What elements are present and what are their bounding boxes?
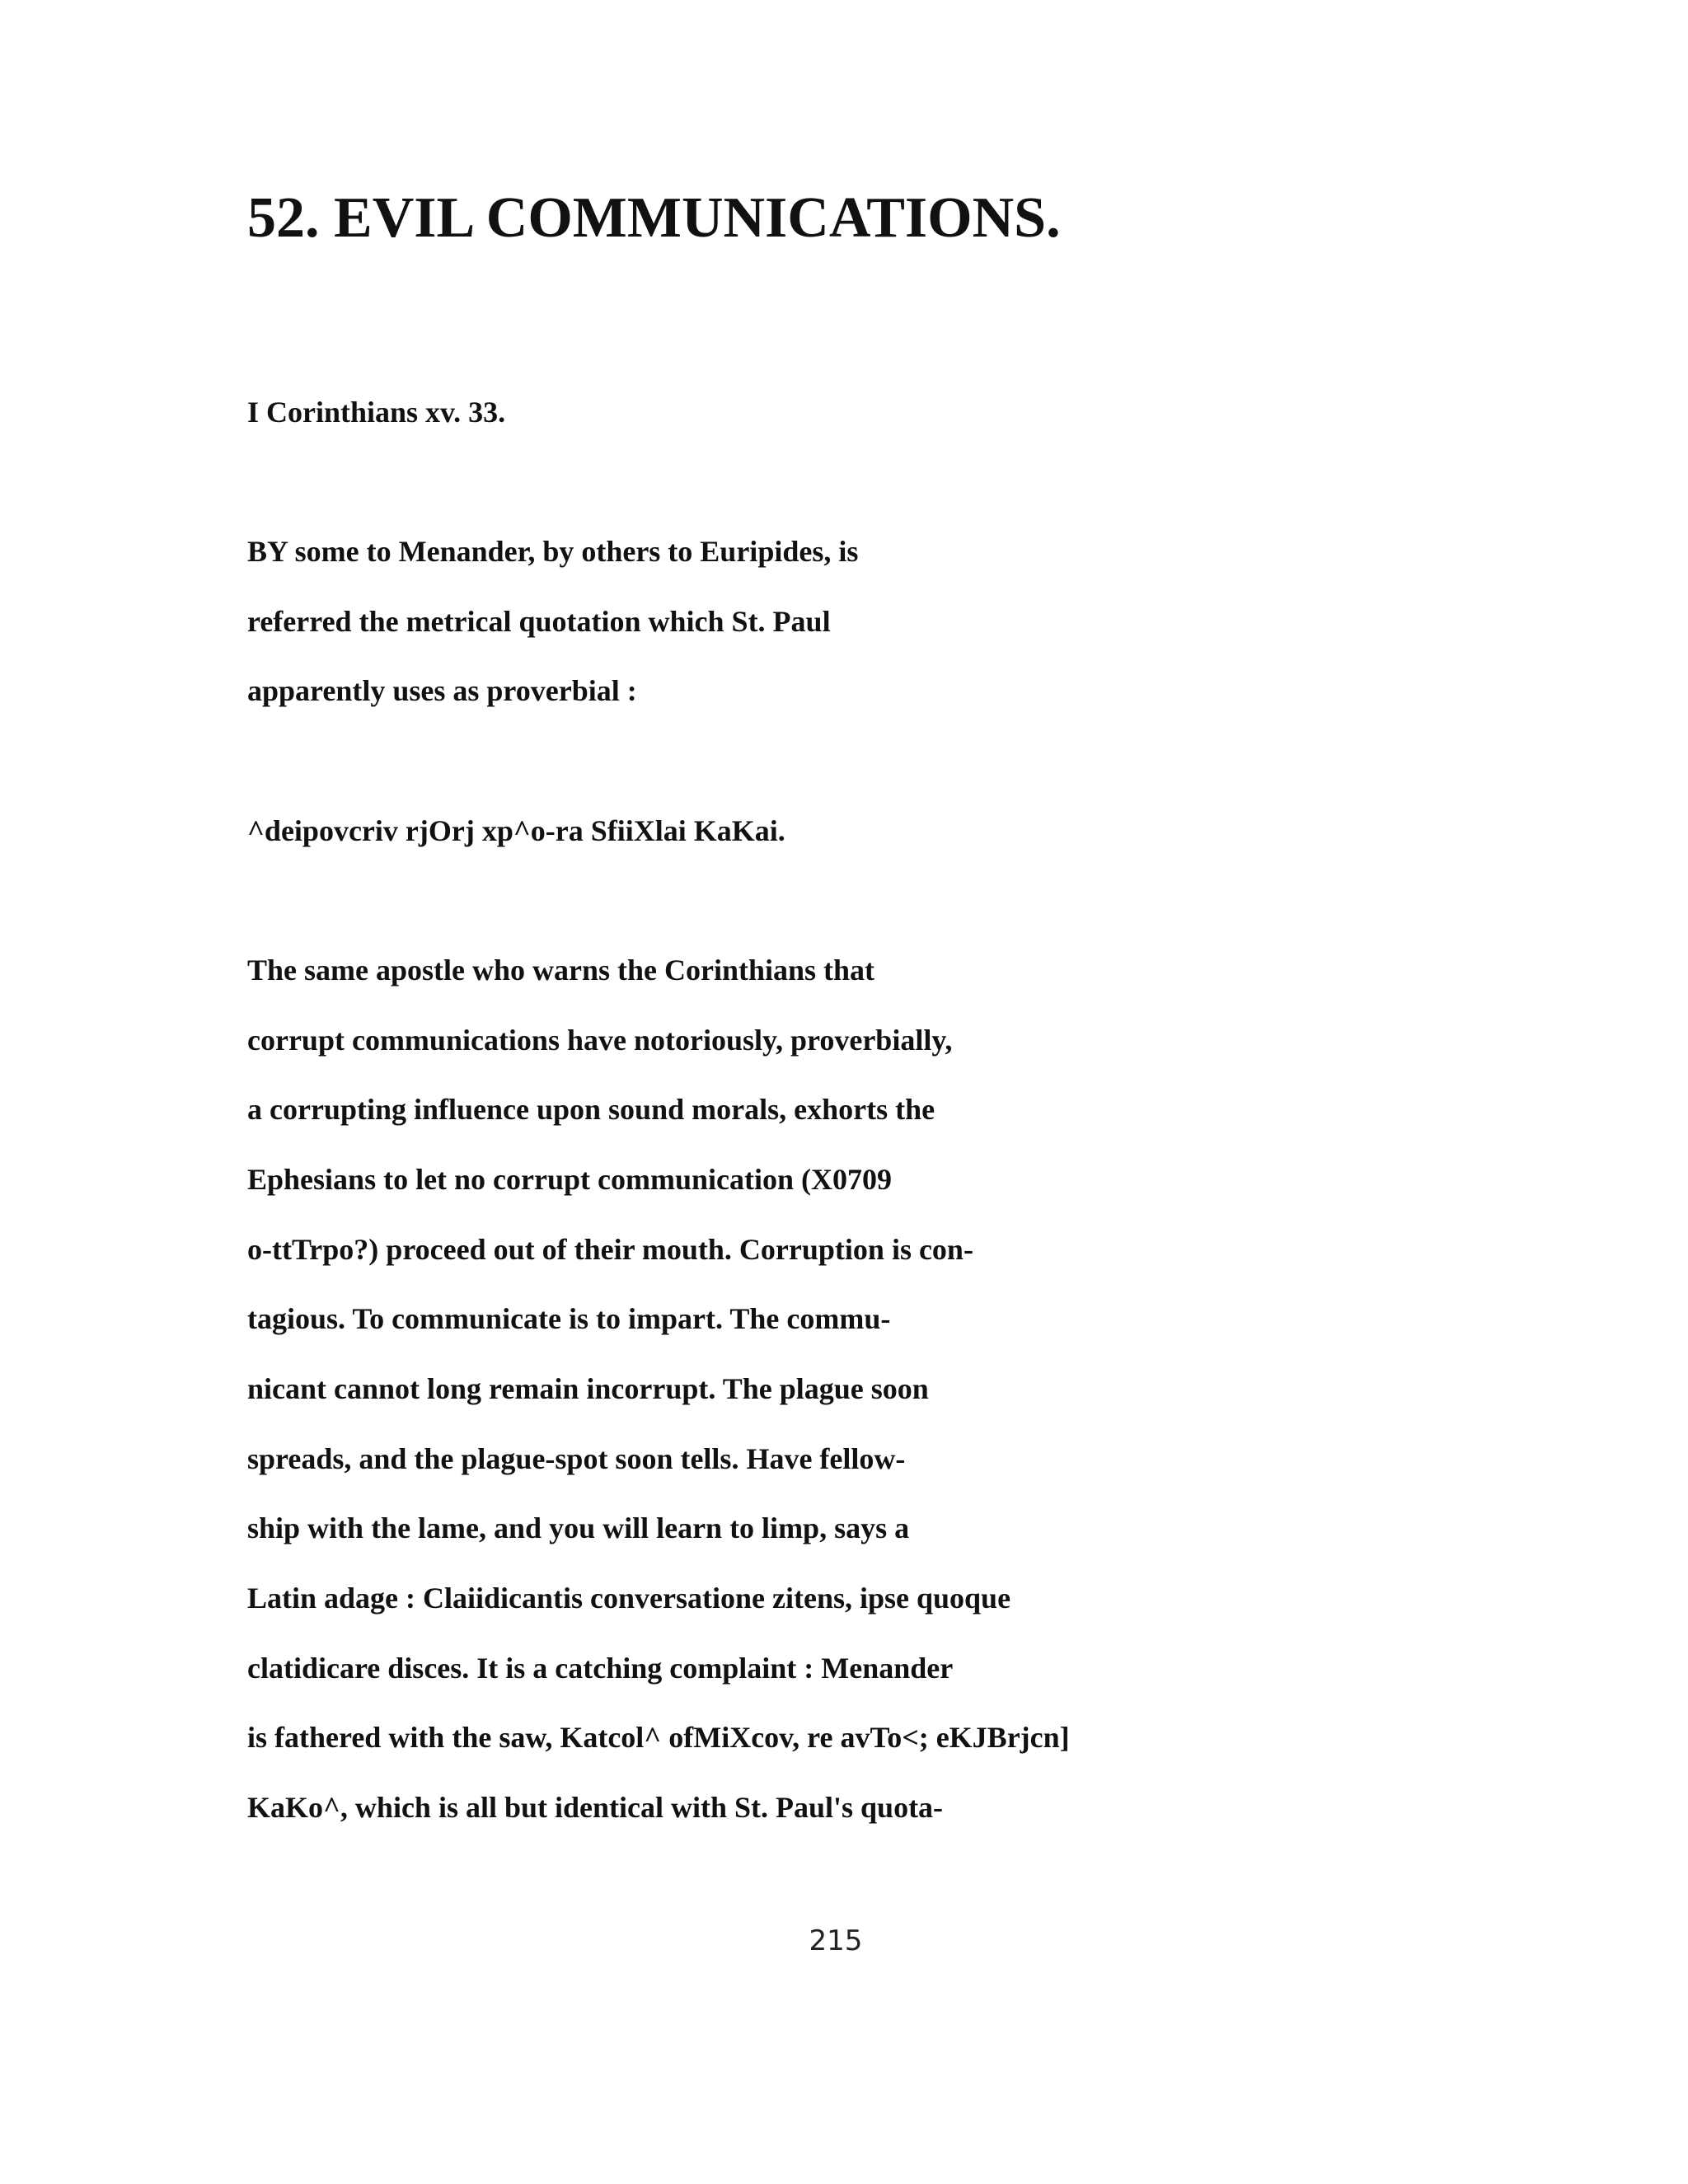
paragraph-2-line: Latin adage : Claiidicantis conversatione zitens, ipse quoque [247,1582,1011,1615]
paragraph-2-line: is fathered with the saw, Katcol^ ofMiXcov, re avTo<; eKJBrjcn] [247,1721,1070,1754]
paragraph-2-line: The same apostle who warns the Corinthians that [247,954,875,987]
paragraph-2-line: spreads, and the plague-spot soon tells. Have fellow- [247,1442,906,1475]
paragraph-2-line: a corrupting influence upon sound morals, exhorts the [247,1093,935,1126]
paragraph-2-line: tagious. To communicate is to impart. The commu- [247,1302,891,1335]
paragraph-2-line: ship with the lame, and you will learn to limp, says a [247,1511,910,1544]
paragraph-1-line: apparently uses as proverbial : [247,674,637,707]
paragraph-2-line: clatidicare disces. It is a catching complaint : Menander [247,1652,954,1685]
paragraph-1-line: BY some to Menander, by others to Euripides, is [247,535,859,568]
paragraph-2-line: Ephesians to let no corrupt communication (X0709 [247,1163,892,1196]
page-number: 215 [809,1924,863,1957]
greek-quotation: ^deipovcriv rjOrj xp^o-ra SfiiXlai KaKai. [247,814,785,847]
scripture-reference: I Corinthians xv. 33. [247,396,506,429]
chapter-title: 52. EVIL COMMUNICATIONS. [247,186,1061,250]
paragraph-1-line: referred the metrical quotation which St. Paul [247,605,831,638]
paragraph-2-line: o-ttTrpo?) proceed out of their mouth. Corruption is con- [247,1233,973,1266]
paragraph-2-line: KaKo^, which is all but identical with St. Paul's quota- [247,1791,944,1824]
paragraph-2-line: corrupt communications have notoriously, proverbially, [247,1024,953,1057]
paragraph-2-line: nicant cannot long remain incorrupt. The plague soon [247,1372,929,1405]
